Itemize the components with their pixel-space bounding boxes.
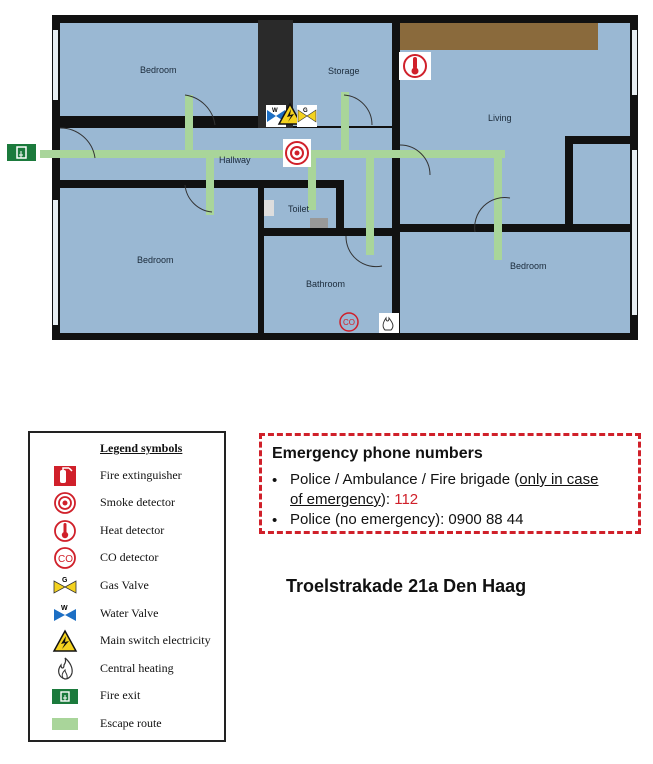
emergency-line1-underlined: only in case xyxy=(519,471,599,488)
svg-text:W: W xyxy=(61,605,68,612)
fire-exit-icon xyxy=(52,684,78,708)
fire-extinguisher-icon xyxy=(52,464,78,488)
room-label: Bedroom xyxy=(140,65,177,75)
legend-label: Fire exit xyxy=(100,688,141,702)
emergency-number: 112 xyxy=(394,491,419,508)
svg-text:CO: CO xyxy=(343,318,355,327)
window xyxy=(53,200,58,325)
address: Troelstrakade 21a Den Haag xyxy=(286,576,527,596)
gas-valve-icon xyxy=(297,105,317,127)
svg-text:W: W xyxy=(272,108,278,114)
gas-valve-icon xyxy=(52,574,78,598)
fire-exit-icon xyxy=(7,144,36,161)
legend-label: Water Valve xyxy=(100,606,159,620)
legend-label: Escape route xyxy=(100,716,162,730)
emergency-item-police: Police (no emergency): 0900 88 44 xyxy=(290,511,524,528)
legend-label: CO detector xyxy=(100,550,159,564)
water-valve-icon xyxy=(52,602,78,626)
wall xyxy=(400,224,630,232)
legend-item-central-heating xyxy=(30,657,226,681)
room-label: Hallway xyxy=(219,155,251,165)
legend-label: Smoke detector xyxy=(100,495,175,509)
legend-label: Gas Valve xyxy=(100,578,149,592)
bullet: • xyxy=(272,512,278,529)
legend-label: Fire extinguisher xyxy=(100,468,182,482)
bullet: • xyxy=(272,472,278,489)
svg-text:G: G xyxy=(62,577,68,584)
legend-item-fire-extinguisher xyxy=(30,464,226,488)
legend-item-water-valve xyxy=(30,602,226,626)
emergency-title: Emergency phone numbers xyxy=(272,445,483,462)
heat-detector-icon xyxy=(399,52,431,80)
room-label: Bedroom xyxy=(137,255,174,265)
toilet-fixture xyxy=(264,200,274,216)
wall xyxy=(264,228,400,236)
legend-label: Heat detector xyxy=(100,523,165,537)
co-detector-icon xyxy=(52,546,78,570)
kitchen-counter xyxy=(400,23,598,50)
window xyxy=(53,30,58,100)
wall xyxy=(392,20,400,338)
svg-text:CO: CO xyxy=(58,554,73,565)
legend-item-co-detector xyxy=(30,546,226,570)
legend-item-escape-route xyxy=(30,712,226,736)
legend-label: Main switch electricity xyxy=(100,633,211,647)
legend-item-heat-detector xyxy=(30,519,226,543)
smoke-detector-icon xyxy=(283,139,311,167)
smoke-detector-icon xyxy=(52,491,78,515)
svg-text:G: G xyxy=(303,108,308,114)
legend-title: Legend symbols xyxy=(100,441,183,455)
room-label: Storage xyxy=(328,66,360,76)
room-label: Toilet xyxy=(288,204,310,214)
window xyxy=(632,150,637,315)
legend-item-gas-valve xyxy=(30,574,226,598)
legend-item-electricity xyxy=(30,629,226,653)
room-label: Living xyxy=(488,113,512,123)
legend-box xyxy=(28,431,226,742)
legend-item-smoke-detector xyxy=(30,491,226,515)
room-label: Bathroom xyxy=(306,279,346,289)
emergency-line1-underlined-2: of emergency xyxy=(290,491,381,508)
legend-label: Central heating xyxy=(100,661,174,675)
emergency-item-112 xyxy=(290,470,635,510)
emergency-line1-suffix: ): xyxy=(380,491,395,508)
room-bedroom-right xyxy=(400,143,630,333)
heat-detector-icon xyxy=(52,519,78,543)
wall xyxy=(565,140,573,230)
emergency-line1-prefix: Police / Ambulance / Fire brigade ( xyxy=(290,471,520,488)
wall xyxy=(565,136,635,144)
legend-item-fire-exit xyxy=(30,684,226,708)
electricity-switch-icon xyxy=(52,629,78,653)
wall xyxy=(336,180,344,228)
sink-fixture xyxy=(310,218,328,228)
emergency-numbers-box xyxy=(259,433,641,534)
window xyxy=(632,30,637,95)
room-label: Bedroom xyxy=(510,261,547,271)
central-heating-icon xyxy=(379,313,399,333)
wall xyxy=(258,180,264,338)
escape-route-icon xyxy=(52,712,78,736)
central-heating-icon xyxy=(52,657,78,681)
